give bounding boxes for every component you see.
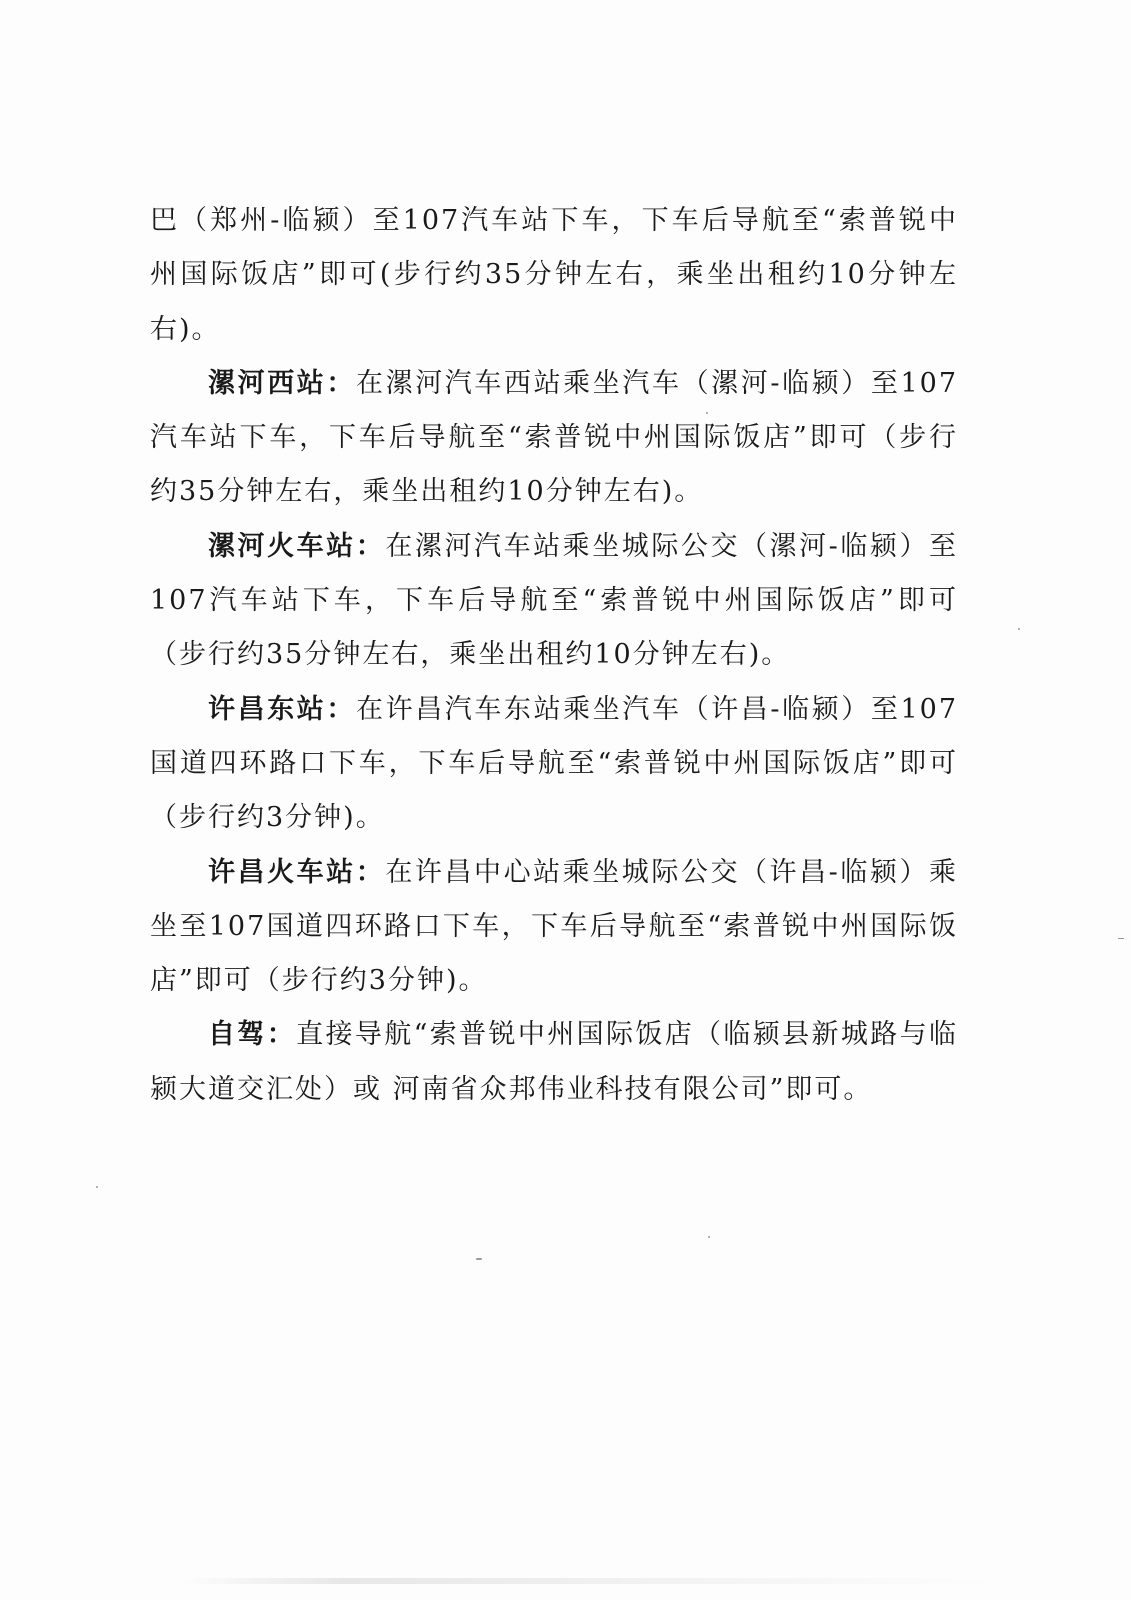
paragraph-text: 在漯河汽车西站乘坐汽车（漯河-临颍）至107汽车站下车，下车后导航至“索普锐中州国际饭店”即可（步行约35分钟左右，乘坐出租约10分钟左右)。 — [150, 367, 958, 508]
document-body — [150, 194, 958, 1117]
paragraph-text: 在漯河汽车站乘坐城际公交（漯河-临颍）至107汽车站下车，下车后导航至“索普锐中州国际饭店”即可（步行约35分钟左右，乘坐出租约10分钟左右)。 — [150, 530, 959, 671]
paragraph-label: 漯河西站： — [208, 367, 356, 399]
paragraph-label: 许昌东站： — [208, 693, 356, 725]
scan-speck — [708, 1236, 710, 1238]
paragraph-self-driving — [150, 1008, 958, 1117]
scan-speck — [706, 412, 708, 414]
paragraph-luohe-train-station — [150, 520, 958, 683]
scan-speck — [1018, 628, 1020, 630]
paragraph-text: 巴（郑州-临颍）至107汽车站下车，下车后导航至“索普锐中州国际饭店”即可(步行约35分钟左右，乘坐出租约10分钟左右)。 — [150, 205, 958, 345]
paragraph-text: 在许昌中心站乘坐城际公交（许昌-临颍）乘坐至107国道四环路口下车，下车后导航至“索普锐中州国际饭店”即可（步行约3分钟)。 — [150, 856, 959, 997]
paragraph-continuation — [150, 194, 958, 357]
paragraph-luohe-west-station — [150, 357, 958, 520]
scan-speck — [476, 1258, 482, 1260]
paragraph-xuchang-train-station — [150, 846, 958, 1009]
paragraph-xuchang-east-station — [150, 683, 958, 846]
scan-speck — [1118, 938, 1124, 939]
paragraph-text: 直接导航“索普锐中州国际饭店（临颍县新城路与临颍大道交汇处）或 河南省众邦伟业科技有限公司”即可。 — [150, 1019, 958, 1105]
scan-edge-shadow — [180, 1578, 1000, 1584]
paragraph-label: 漯河火车站： — [208, 530, 386, 562]
scan-speck — [96, 1186, 98, 1188]
paragraph-label: 自驾： — [208, 1019, 297, 1051]
paragraph-label: 许昌火车站： — [208, 856, 386, 888]
paragraph-text: 在许昌汽车东站乘坐汽车（许昌-临颍）至107国道四环路口下车，下车后导航至“索普锐中州国际饭店”即可（步行约3分钟)。 — [150, 693, 958, 834]
